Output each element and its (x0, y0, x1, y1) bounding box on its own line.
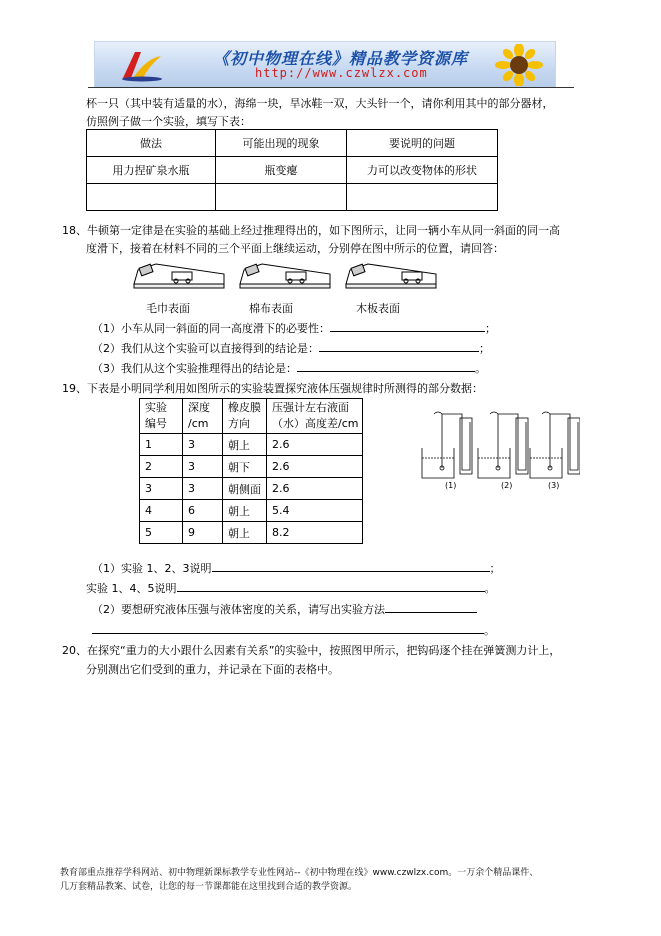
q17-line1: 杯一只（其中装有适量的水），海绵一块，旱冰鞋一双，大头针一个，请你利用其中的部分器材， (86, 97, 554, 110)
gauge-apparatus-1 (422, 412, 472, 478)
pressure-gauge-figure (418, 408, 580, 490)
table-cell: 2 (140, 456, 183, 478)
table-cell: 瓶变瘪 (216, 157, 347, 184)
banner-url: http://www.czwlzx.com (255, 66, 428, 80)
q20-line1: 20、在探究“重力的大小跟什么因素有关系”的实验中，按照图甲所示，把钩码逐个挂在弹簧测力计上， (62, 644, 561, 657)
q18-sub3-end: 。 (475, 362, 486, 375)
q19-sub1b-end: 。 (484, 582, 496, 595)
table-cell: 3 (183, 434, 223, 456)
table-header-cell: 压强计左右液面 （水）高度差/cm (267, 399, 363, 434)
footer-line2: 几万套精品教案、试卷，让您的每一节课都能在这里找到合适的教学资源。 (60, 882, 358, 892)
gauge-label-2: (2) (501, 481, 513, 490)
header-rule (88, 87, 574, 88)
table-row (140, 522, 363, 544)
figure-label-wood: 木板表面 (356, 302, 400, 315)
table-cell (216, 184, 347, 211)
table-cell: 2.6 (267, 434, 363, 456)
table-header-cell: 要说明的问题 (347, 130, 498, 157)
q17-line2: 仿照例子做一个实验，填写下表： (86, 115, 251, 128)
q19-sub2-end: 。 (484, 624, 495, 637)
table-header-cell: 深度 /cm (183, 399, 223, 434)
table-cell: 3 (183, 478, 223, 500)
table-cell: 用力捏矿泉水瓶 (87, 157, 216, 184)
banner-title: 《初中物理在线》精品教学资源库 (213, 49, 469, 68)
table-cell: 5 (140, 522, 183, 544)
answer-blank[interactable] (330, 320, 485, 332)
table-cell: 3 (183, 456, 223, 478)
figure-label-cotton: 棉布表面 (249, 302, 293, 315)
q19-sub1b-text: 实验 1、4、5说明 (86, 582, 177, 595)
answer-blank[interactable] (177, 580, 485, 592)
table-header-cell: 做法 (87, 130, 216, 157)
q19-sub2 (92, 601, 477, 617)
q18-sub2-text: （2）我们从这个实验可以直接得到的结论是： (92, 342, 319, 355)
table-cell: 8.2 (267, 522, 363, 544)
gauge-label-1: (1) (445, 481, 457, 490)
q19-sub2-cont (92, 622, 495, 638)
table-cell (347, 184, 498, 211)
sunflower-icon (489, 44, 547, 86)
table-cell: 朝上 (223, 522, 267, 544)
q18-sub1 (92, 320, 496, 336)
q18-sub3-text: （3）我们从这个实验推理得出的结论是： (92, 362, 297, 375)
table-cell: 力可以改变物体的形状 (347, 157, 498, 184)
q19-line1: 19、下表是小明同学利用如图所示的实验装置探究液体压强规律时所测得的部分数据： (62, 382, 483, 395)
q18-sub1-end: ； (485, 322, 496, 335)
answer-blank[interactable] (319, 340, 479, 352)
q19-sub1-end: ； (489, 562, 501, 575)
cart-setup-cotton (240, 264, 330, 288)
table-row (87, 184, 498, 211)
table-row (140, 500, 363, 522)
table-row (87, 157, 498, 184)
table-cell: 2.6 (267, 478, 363, 500)
gauge-apparatus-3 (530, 412, 580, 478)
table-cell: 2.6 (267, 456, 363, 478)
figure-label-towel: 毛巾表面 (146, 302, 190, 315)
answer-blank[interactable] (385, 601, 477, 613)
table-header-row (140, 399, 363, 434)
header-banner (94, 41, 556, 88)
q19-sub2-text: （2）要想研究液体压强与液体密度的关系，请写出实验方法 (92, 603, 385, 616)
q18-line2: 度滑下，接着在材料不同的三个平面上继续运动，分别停在图中所示的位置，请回答： (86, 242, 504, 255)
table-cell: 5.4 (267, 500, 363, 522)
answer-blank[interactable] (212, 560, 490, 572)
q18-sub2 (92, 340, 490, 356)
q19-sub1-text: （1）实验 1、2、3说明 (92, 562, 212, 575)
table-row (140, 434, 363, 456)
table-cell: 3 (140, 478, 183, 500)
table-cell (87, 184, 216, 211)
table-cell: 朝上 (223, 434, 267, 456)
gauge-apparatus-2 (478, 412, 528, 478)
q18-line1: 18、牛顿第一定律是在实验的基础上经过推理得出的，如下图所示，让同一辆小车从同一斜面的同一高 (62, 224, 560, 237)
table-header-cell: 可能出现的现象 (216, 130, 347, 157)
table-cell: 4 (140, 500, 183, 522)
table-cell: 朝上 (223, 500, 267, 522)
cart-setup-wood (346, 264, 436, 288)
table-header-cell: 橡皮膜 方向 (223, 399, 267, 434)
incline-cart-figure (128, 258, 448, 298)
table-row (140, 456, 363, 478)
q20-line2: 分别测出它们受到的重力，并记录在下面的表格中。 (86, 663, 339, 676)
table-cell: 1 (140, 434, 183, 456)
q18-sub1-text: （1）小车从同一斜面的同一高度滑下的必要性： (92, 322, 330, 335)
q19-sub1 (92, 560, 501, 576)
answer-blank[interactable] (297, 360, 475, 372)
table-cell: 6 (183, 500, 223, 522)
footer-line1: 教育部重点推荐学科网站、初中物理新课标教学专业性网站--《初中物理在线》www.czwlzx.com。一万余个精品课件、 (60, 868, 539, 878)
gauge-label-3: (3) (548, 481, 560, 490)
cart-setup-towel (134, 264, 224, 288)
q18-sub3 (92, 360, 486, 376)
q18-sub2-end: ； (479, 342, 490, 355)
answer-blank[interactable] (92, 622, 484, 634)
table-cell: 9 (183, 522, 223, 544)
q17-table (86, 129, 498, 211)
site-logo-icon (117, 48, 167, 82)
table-header-cell: 实验 编号 (140, 399, 183, 434)
table-header-row (87, 130, 498, 157)
table-cell: 朝下 (223, 456, 267, 478)
q19-sub1b (86, 580, 496, 596)
table-cell: 朝侧面 (223, 478, 267, 500)
q19-table (139, 398, 363, 544)
table-row (140, 478, 363, 500)
